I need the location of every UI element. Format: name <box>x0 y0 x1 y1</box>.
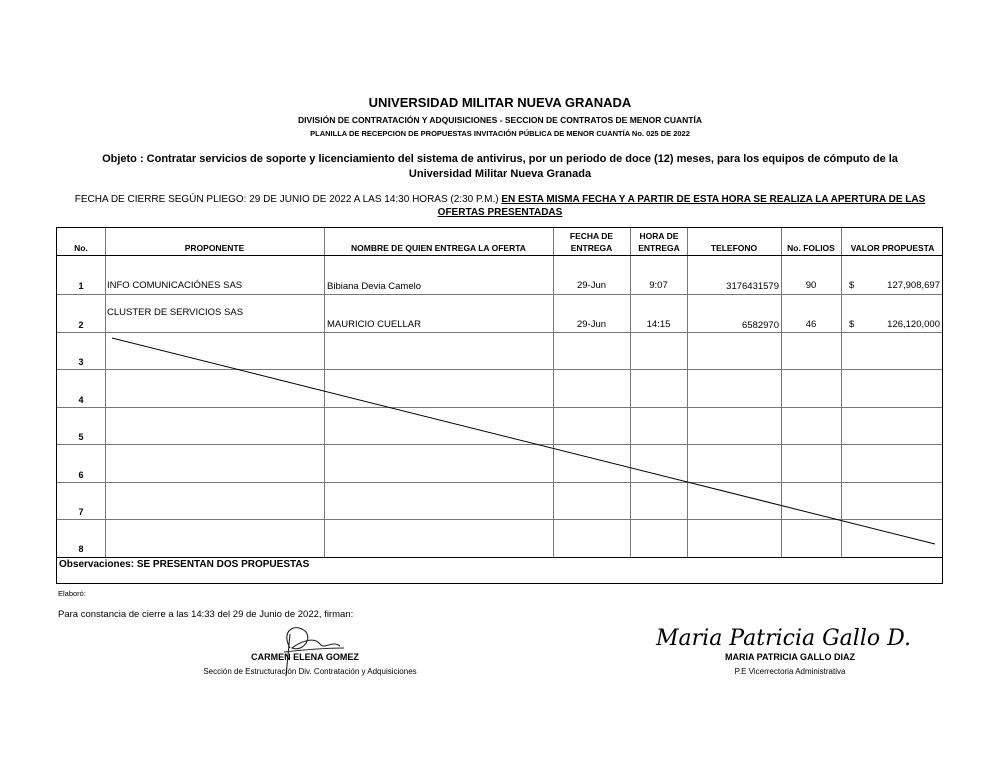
cell-telefono: 3176431579 <box>726 281 779 292</box>
elaboro-label: Elaboró: <box>58 589 86 598</box>
col-divider <box>781 228 782 557</box>
header-nombre: NOMBRE DE QUIEN ENTREGA LA OFERTA <box>351 243 526 253</box>
cell-proponente: CLUSTER DE SERVICIOS SAS <box>107 307 244 318</box>
planilla-subtitle: PLANILLA DE RECEPCION DE PROPUESTAS INVITACIÓN PÚBLICA DE MENOR CUANTÍA No. 025 DE 2022 <box>310 129 690 138</box>
cell-folios: 90 <box>805 280 817 291</box>
signer-1-name: CARMEN ELENA GOMEZ <box>251 652 359 662</box>
row-divider <box>57 519 942 520</box>
row-number: 7 <box>78 507 84 517</box>
cell-hora: 14:15 <box>646 319 671 330</box>
signature-2-mark: Maria Patricia Gallo D. <box>656 626 911 651</box>
proposals-table <box>56 227 943 584</box>
cell-nombre: Bibiana Devia Camelo <box>327 281 421 292</box>
row-divider <box>57 332 942 333</box>
objeto-text <box>60 152 940 182</box>
row-divider <box>57 407 942 408</box>
header-proponente: PROPONENTE <box>184 243 245 253</box>
row-number: 1 <box>78 281 84 291</box>
signer-2-role: P.E Vicerrectoria Administrativa <box>734 667 846 676</box>
col-divider <box>841 228 842 557</box>
row-number: 5 <box>78 432 84 442</box>
cell-nombre: MAURICIO CUELLAR <box>327 319 421 330</box>
row-divider <box>57 255 942 256</box>
cell-valor: 127,908,697 <box>887 280 940 291</box>
objeto-line-1: Objeto : Contratar servicios de soporte y licenciamiento del sistema de antivirus, por un periodo de doce (12) meses, para los equipos de cómputo de la <box>102 153 898 165</box>
row-number: 3 <box>78 357 84 367</box>
row-divider <box>57 482 942 483</box>
fecha-cierre <box>55 193 945 219</box>
row-divider <box>57 444 942 445</box>
signer-1-role: Sección de Estructuración Div. Contratación y Adquisiciones <box>203 667 417 676</box>
row-number: 2 <box>78 320 84 330</box>
header-hora: HORA DE ENTREGA <box>638 231 680 253</box>
col-divider <box>105 228 106 557</box>
header-fecha: FECHA DE ENTREGA <box>569 231 614 253</box>
signer-2-name: MARIA PATRICIA GALLO DIAZ <box>725 652 855 662</box>
cell-proponente: INFO COMUNICACIÓNES SAS <box>107 280 243 291</box>
cell-telefono: 6582970 <box>742 320 779 331</box>
observaciones: Observaciones: SE PRESENTAN DOS PROPUESTAS <box>59 559 310 570</box>
col-divider <box>324 228 325 557</box>
row-number: 4 <box>78 395 84 405</box>
cell-currency: $ <box>849 319 855 330</box>
col-divider <box>630 228 631 557</box>
constancia-text: Para constancia de cierre a las 14:33 del 29 de Junio de 2022, firman: <box>58 609 354 620</box>
col-divider <box>553 228 554 557</box>
cell-folios: 46 <box>805 319 817 330</box>
fecha-cierre-underlined: EN ESTA MISMA FECHA Y A PARTIR DE ESTA HORA SE REALIZA LA APERTURA DE LAS OFERTAS PRESENTADAS <box>437 194 926 218</box>
row-number: 6 <box>78 470 84 480</box>
division-subtitle: DIVISIÓN DE CONTRATACIÓN Y ADQUISICIONES - SECCION DE CONTRATOS DE MENOR CUANTÍA <box>298 115 702 125</box>
cell-valor: 126,120,000 <box>887 319 940 330</box>
header-telefono: TELEFONO <box>710 243 758 253</box>
header-folios: No. FOLIOS <box>787 243 835 253</box>
institution-title: UNIVERSIDAD MILITAR NUEVA GRANADA <box>368 95 632 110</box>
header-no: No. <box>74 243 88 253</box>
header-valor: VALOR PROPUESTA <box>850 243 935 253</box>
col-divider <box>687 228 688 557</box>
cell-hora: 9:07 <box>649 280 668 291</box>
row-number: 8 <box>78 544 84 554</box>
row-divider <box>57 294 942 295</box>
cell-fecha: 29-Jun <box>576 280 607 291</box>
cell-currency: $ <box>849 280 855 291</box>
cell-fecha: 29-Jun <box>576 319 607 330</box>
objeto-line-2: Universidad Militar Nueva Granada <box>408 168 592 180</box>
row-divider <box>57 369 942 370</box>
row-divider <box>57 557 942 558</box>
fecha-cierre-normal: FECHA DE CIERRE SEGÚN PLIEGO: 29 DE JUNIO DE 2022 A LAS 14:30 HORAS (2:30 P.M.) <box>74 194 502 205</box>
